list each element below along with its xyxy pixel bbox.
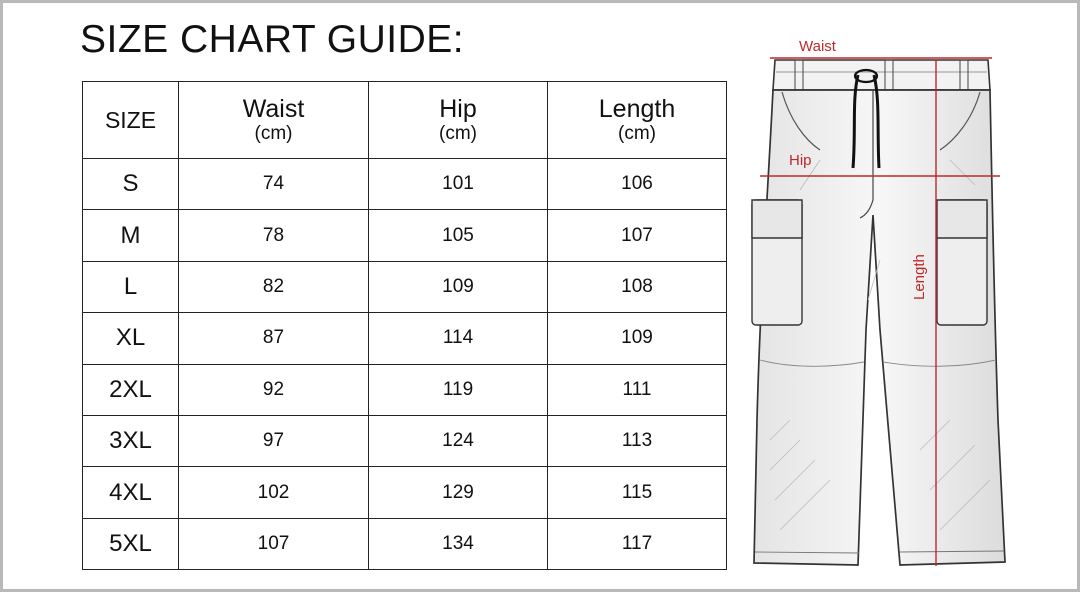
waist-cell: 107 [179,518,369,569]
table-row [83,261,727,312]
table-row [83,415,727,466]
hip-cell: 114 [369,313,548,364]
length-cell: 115 [548,467,727,518]
waist-measure-label: Waist [799,38,836,55]
table-row [83,313,727,364]
waist-cell: 92 [179,364,369,415]
cargo-pants-illustration [730,30,1070,588]
table-row [83,210,727,261]
header-length-label: Length [598,95,676,123]
hip-measure-label: Hip [789,152,812,169]
table-row [83,518,727,569]
header-waist [179,82,369,159]
length-cell: 108 [548,261,727,312]
length-cell: 106 [548,159,727,210]
hip-cell: 109 [369,261,548,312]
size-cell: 2XL [83,364,179,415]
waist-cell: 74 [179,159,369,210]
size-cell: 3XL [83,415,179,466]
table-row [83,467,727,518]
pants-body [752,60,1005,565]
header-hip-unit: (cm) [439,123,477,144]
hip-cell: 119 [369,364,548,415]
header-length [548,82,727,159]
header-hip [369,82,548,159]
hip-cell: 124 [369,415,548,466]
length-cell: 113 [548,415,727,466]
length-cell: 111 [548,364,727,415]
length-measure-label: Length [911,254,928,300]
length-cell: 107 [548,210,727,261]
size-cell: XL [83,313,179,364]
header-waist-label: Waist [242,95,305,123]
size-chart-table [82,81,727,570]
hip-cell: 105 [369,210,548,261]
size-cell: 4XL [83,467,179,518]
length-cell: 109 [548,313,727,364]
header-hip-label: Hip [439,95,477,123]
length-cell: 117 [548,518,727,569]
table-row [83,364,727,415]
hip-cell: 101 [369,159,548,210]
waist-cell: 102 [179,467,369,518]
size-cell: L [83,261,179,312]
hip-cell: 129 [369,467,548,518]
size-cell: M [83,210,179,261]
header-waist-unit: (cm) [254,123,293,144]
size-cell: S [83,159,179,210]
header-length-unit: (cm) [618,123,656,144]
page-title: SIZE CHART GUIDE: [80,18,465,61]
hip-cell: 134 [369,518,548,569]
size-cell: 5XL [83,518,179,569]
waist-cell: 78 [179,210,369,261]
waist-cell: 87 [179,313,369,364]
table-row [83,159,727,210]
waist-cell: 82 [179,261,369,312]
table-header-row [83,82,727,159]
waist-cell: 97 [179,415,369,466]
header-size: SIZE [83,82,179,159]
